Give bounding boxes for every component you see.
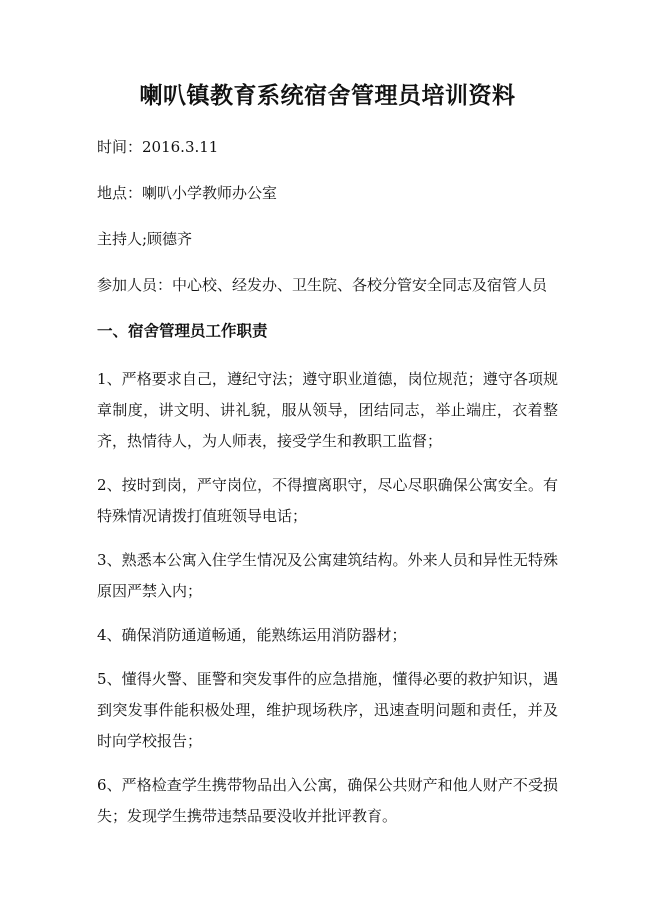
document-title: 喇叭镇教育系统宿舍管理员培训资料 (139, 82, 516, 109)
duty-item-1: 1、严格要求自己，遵纪守法；遵守职业道德，岗位规范；遵守各项规章制度，讲文明、讲礼貌，服从领导，团结同志，举止端庄，衣着整齐，热情待人，为人师表，接受学生和教职工监督； (97, 370, 558, 450)
duty-item-3: 3、熟悉本公寓入住学生情况及公寓建筑结构。外来人员和异性无特殊原因严禁入内； (97, 551, 558, 600)
section-heading: 一、宿舍管理员工作职责 (97, 321, 268, 340)
meeting-participants: 参加人员：中心校、经发办、卫生院、各校分管安全同志及宿管人员 (97, 276, 548, 294)
duty-item-2: 2、按时到岗，严守岗位，不得擅离职守，尽心尽职确保公寓安全。有特殊情况请拨打值班领导电话； (97, 476, 558, 525)
meeting-time: 时间：2016.3.11 (97, 138, 219, 156)
duty-item-6: 6、严格检查学生携带物品出入公寓，确保公共财产和他人财产不受损失；发现学生携带违禁品要没收并批评教育。 (97, 776, 558, 825)
meeting-place: 地点：喇叭小学教师办公室 (97, 184, 278, 202)
duty-item-5: 5、懂得火警、匪警和突发事件的应急措施，懂得必要的救护知识，遇到突发事件能积极处理，维护现场秩序，迅速查明问题和责任，并及时向学校报告； (97, 670, 558, 750)
meeting-host: 主持人;顾德齐 (97, 230, 193, 248)
duty-item-4: 4、确保消防通道畅通，能熟练运用消防器材； (97, 626, 407, 644)
